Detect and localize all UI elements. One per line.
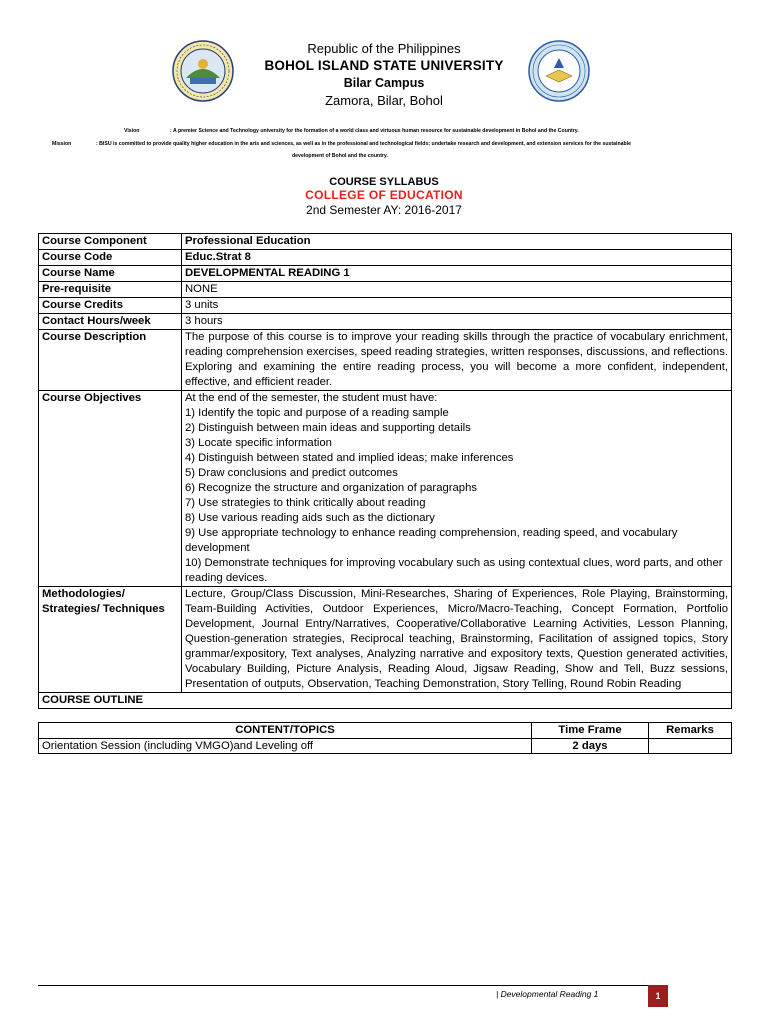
course-credits-value: 3 units xyxy=(182,298,732,314)
objective-line: At the end of the semester, the student must have: xyxy=(185,392,438,404)
outline-header-row xyxy=(39,723,732,739)
table-row xyxy=(39,298,732,314)
college-of-education-seal-icon xyxy=(528,40,590,102)
vision-text: : A premier Science and Technology university for the formation of a world class and virtuous human resource for sustainable development in Bohol and the Country. xyxy=(170,128,579,134)
objective-line: 3) Locate specific information xyxy=(185,437,332,449)
objective-line: 9) Use appropriate technology to enhance reading comprehension, reading speed, and vocabulary development xyxy=(185,527,678,554)
table-row xyxy=(39,693,732,709)
table-row xyxy=(39,330,732,391)
footer-divider xyxy=(38,985,668,986)
mission-text-continued: development of Bohol and the country. xyxy=(292,153,388,159)
table-row xyxy=(39,282,732,298)
mission-text: : BISU is committed to provide quality higher education in the arts and sciences, as well as in the professional and technological fields; undertake research and development, and extension services for the sustainable xyxy=(96,141,632,147)
republic-heading: Republic of the Philippines xyxy=(307,41,461,56)
row-label: Course Name xyxy=(39,266,182,282)
objective-line: 4) Distinguish between stated and implied ideas; make inferences xyxy=(185,452,514,464)
course-info-table xyxy=(38,233,732,709)
remarks-cell xyxy=(649,738,732,754)
remarks-header: Remarks xyxy=(649,723,732,739)
table-row xyxy=(39,391,732,587)
content-topic-cell: Orientation Session (including VMGO)and Leveling off xyxy=(39,738,532,754)
university-name: BOHOL ISLAND STATE UNIVERSITY xyxy=(264,58,504,73)
table-row xyxy=(39,250,732,266)
course-objectives-value xyxy=(182,391,732,587)
row-label: Course Component xyxy=(39,234,182,250)
table-row xyxy=(39,314,732,330)
row-label: Course Credits xyxy=(39,298,182,314)
time-frame-header: Time Frame xyxy=(532,723,649,739)
objective-line: 7) Use strategies to think critically about reading xyxy=(185,497,426,509)
vision-label: Vision xyxy=(124,128,140,134)
course-name-value: DEVELOPMENTAL READING 1 xyxy=(182,266,732,282)
objective-line: 8) Use various reading aids such as the dictionary xyxy=(185,512,435,524)
objective-line: 2) Distinguish between main ideas and supporting details xyxy=(185,422,471,434)
document-header xyxy=(0,0,768,120)
prerequisite-value: NONE xyxy=(182,282,732,298)
row-label: Course Description xyxy=(39,330,182,391)
contact-hours-value: 3 hours xyxy=(182,314,732,330)
course-description-value: The purpose of this course is to improve your reading skills through the practice of vocabulary enrichment, reading comprehension exercises, speed reading strategies, written responses, discussions, and reflections. Exploring and examining the entire reading process, you will become a more confident, independent, effective, and efficient reader. xyxy=(182,330,732,391)
row-label: Pre-requisite xyxy=(39,282,182,298)
course-component-value: Professional Education xyxy=(182,234,732,250)
footer-course-title: | Developmental Reading 1 xyxy=(496,989,599,999)
objective-line: 10) Demonstrate techniques for improving vocabulary such as using contextual clues, word parts, and other reading devices. xyxy=(185,557,723,584)
course-outline-heading: COURSE OUTLINE xyxy=(39,693,732,709)
syllabus-title: COURSE SYLLABUS xyxy=(329,176,439,188)
university-seal-icon xyxy=(172,40,234,102)
methodologies-value: Lecture, Group/Class Discussion, Mini-Researches, Sharing of Experiences, Role Playing, Brainstorming, Team-Building Activities, Outdoor Experiences, Micro/Macro-Teaching, Concept Formation, Portfolio Development, Journal Entry/Narratives, Cooperative/Collaborative Learning Activities, Lesson Planning, Question-generation strategies, Reciprocal teaching, Brainstorming, Facilitation of assigned topics, Story grammar/expository, Text analyses, Analyzing narrative and expository texts, Question generated activities, Vocabulary Building, Picture Analysis, Reading Aloud, Jigsaw Reading, Show and Tell, Buzz sessions, Presentation of outputs, Observation, Teaching Demonstration, Story Telling, Round Robin Reading xyxy=(182,587,732,693)
table-row xyxy=(39,587,732,693)
campus-name: Bilar Campus xyxy=(343,76,425,90)
table-row xyxy=(39,266,732,282)
page-number-badge: 1 xyxy=(648,985,668,1007)
row-label: Course Objectives xyxy=(39,391,182,587)
content-topics-header: CONTENT/TOPICS xyxy=(39,723,532,739)
college-name: COLLEGE OF EDUCATION xyxy=(305,188,463,202)
semester-label: 2nd Semester AY: 2016-2017 xyxy=(306,203,462,217)
mission-label: Mission xyxy=(52,141,72,147)
row-label: Contact Hours/week xyxy=(39,314,182,330)
objective-line: 1) Identify the topic and purpose of a reading sample xyxy=(185,407,449,419)
table-row xyxy=(39,738,732,754)
row-label: Course Code xyxy=(39,250,182,266)
objective-line: 6) Recognize the structure and organization of paragraphs xyxy=(185,482,478,494)
campus-address: Zamora, Bilar, Bohol xyxy=(325,93,443,108)
objective-line: 5) Draw conclusions and predict outcomes xyxy=(185,467,398,479)
time-frame-cell: 2 days xyxy=(532,738,649,754)
table-row xyxy=(39,234,732,250)
course-outline-table xyxy=(38,722,732,754)
row-label: Methodologies/ Strategies/ Techniques xyxy=(39,587,182,693)
course-code-value: Educ.Strat 8 xyxy=(182,250,732,266)
